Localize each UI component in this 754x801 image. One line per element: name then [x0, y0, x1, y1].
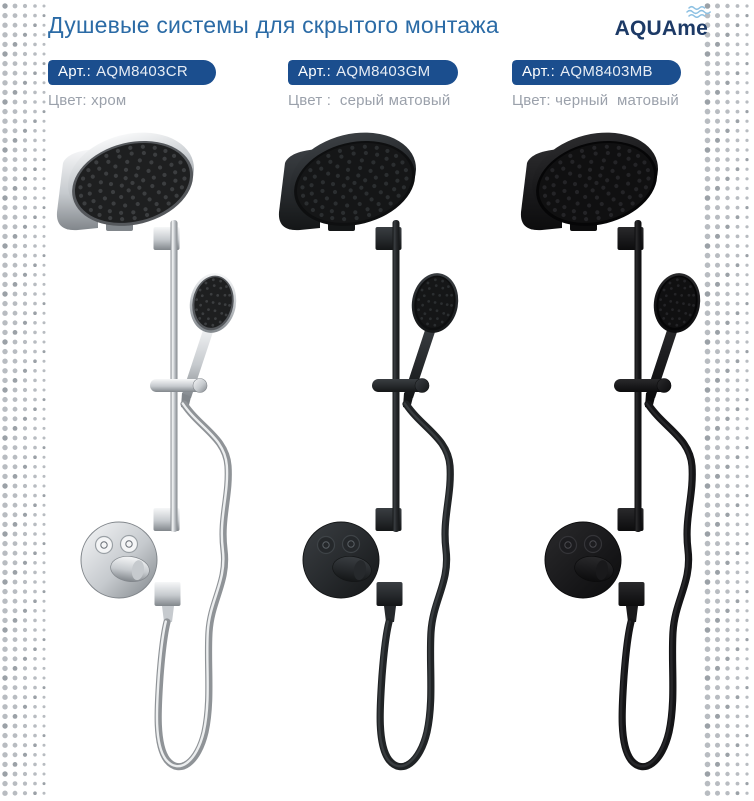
- article-badge: [512, 60, 681, 85]
- wall-outlet: [377, 582, 403, 622]
- wall-outlet: [619, 582, 645, 622]
- page-title: Душевые системы для скрытого монтажа: [48, 12, 499, 38]
- product-image-1: [40, 130, 280, 801]
- article-code: AQM8403CR: [96, 63, 188, 80]
- article-label: Арт.:: [58, 63, 92, 80]
- color-label: Цвет: черный матовый: [512, 92, 679, 109]
- thermostat-mixer: [545, 522, 621, 598]
- article-code: AQM8403GM: [336, 63, 431, 80]
- brand-name: AQUAme: [614, 17, 708, 40]
- thermostat-mixer: [303, 522, 379, 598]
- color-label: Цвет: хром: [48, 92, 127, 109]
- article-label: Арт.:: [522, 63, 556, 80]
- slide-bar: [618, 220, 644, 532]
- article-code: AQM8403MB: [560, 63, 653, 80]
- slide-bar: [376, 220, 402, 532]
- product-header-2: [288, 60, 458, 109]
- article-label: Арт.:: [298, 63, 332, 80]
- color-label: Цвет : серый матовый: [288, 92, 451, 109]
- slider-holder: [372, 379, 429, 393]
- waves-icon: [684, 5, 711, 18]
- thermostat-mixer: [81, 522, 157, 598]
- product-header-3: [512, 60, 681, 109]
- wall-outlet: [155, 582, 181, 622]
- product-image-2: [262, 130, 502, 801]
- slider-holder: [614, 379, 671, 393]
- product-image-3: [504, 130, 744, 801]
- product-header-1: [48, 60, 216, 109]
- slide-bar: [154, 220, 180, 532]
- article-badge: [48, 60, 216, 85]
- article-badge: [288, 60, 458, 85]
- slider-holder: [150, 379, 207, 393]
- brand-logo: [615, 17, 708, 43]
